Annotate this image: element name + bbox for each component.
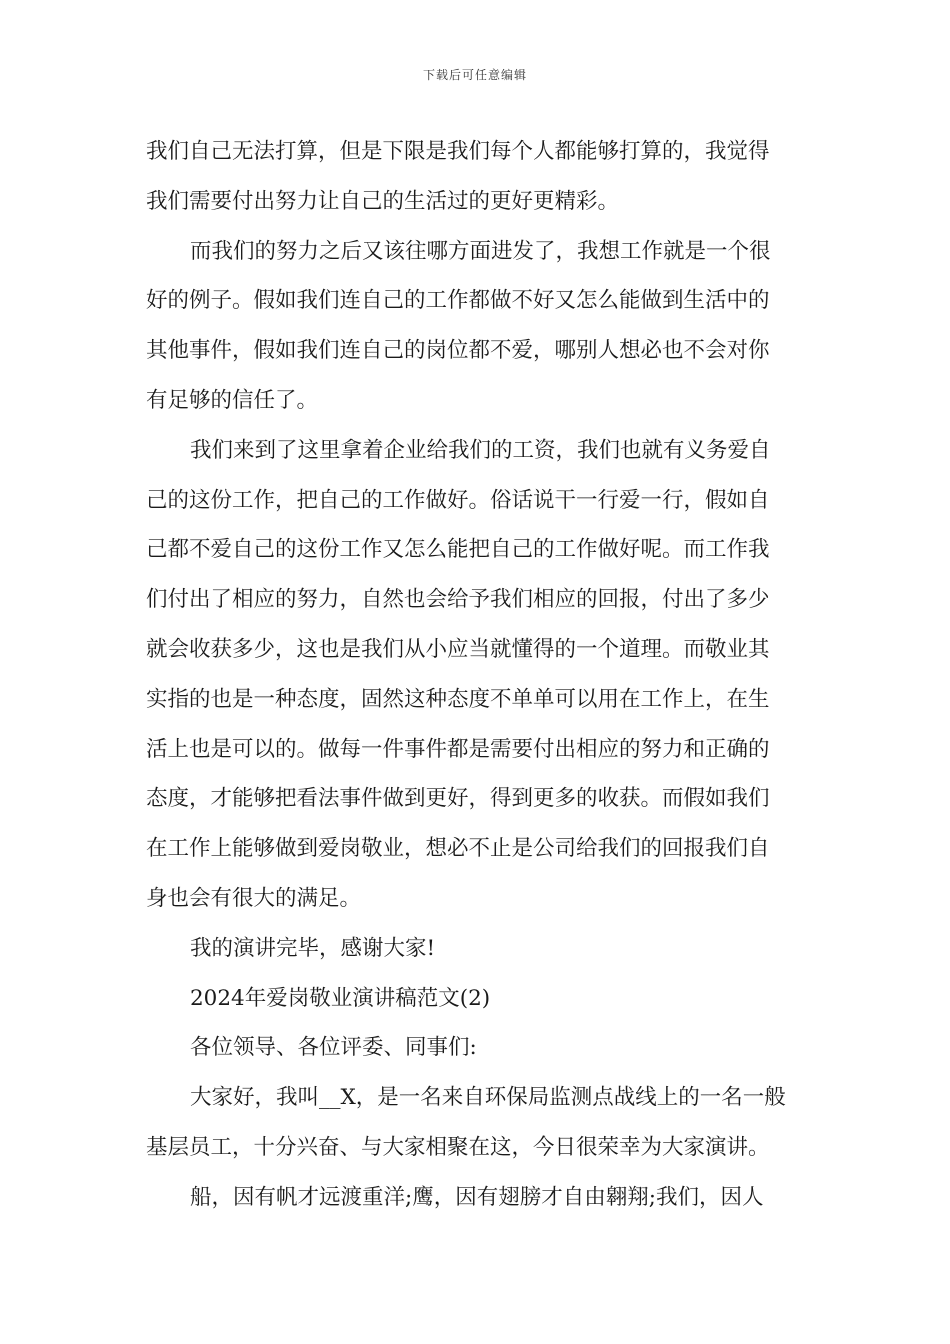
text-line: 我们自己无法打算，但是下限是我们每个人都能够打算的，我觉得 [146,139,770,164]
page-header: 下载后可任意编辑 [422,68,527,82]
text-line: 就会收获多少，这也是我们从小应当就懂得的一个道理。而敬业其 [146,636,770,662]
text-line: 活上也是可以的。做每一件事件都是需要付出相应的努力和正确的 [146,736,770,762]
text-line: 实指的也是一种态度，固然这种态度不单单可以用在工作上，在生 [146,686,770,712]
text-line: 己的这份工作，把自己的工作做好。俗话说干一行爱一行，假如自 [146,487,770,513]
text-line: 我的演讲完毕，感谢大家! [190,935,436,961]
text-line: 态度，才能够把看法事件做到更好，得到更多的收获。而假如我们 [146,786,770,812]
text-line: 各位领导、各位评委、同事们: [190,1035,477,1061]
text-line: 基层员工，十分兴奋、与大家相聚在这，今日很荣幸为大家演讲。 [146,1134,770,1160]
text-line: 己都不爱自己的这份工作又怎么能把自己的工作做好呢。而工作我 [146,537,770,563]
text-line: 我们需要付出努力让自己的生活过的更好更精彩。 [146,188,620,214]
section-title: 2024年爱岗敬业演讲稿范文(2) [190,985,491,1011]
text-line: 船，因有帆才远渡重洋;鹰，因有翅膀才自由翱翔;我们，因人 [190,1184,764,1210]
text-line: 们付出了相应的努力，自然也会给予我们相应的回报，付出了多少 [146,587,770,613]
text-line: 在工作上能够做到爱岗敬业，想必不止是公司给我们的回报我们自 [146,836,770,862]
text-line: 其他事件，假如我们连自己的岗位都不爱，哪别人想必也不会对你 [146,338,770,364]
text-line: 身也会有很大的满足。 [146,885,362,911]
document-body [146,127,810,1223]
text-line: 大家好，我叫__X，是一名来自环保局监测点战线上的一名一般 [190,1085,786,1111]
text-line: 而我们的努力之后又该往哪方面进发了，我想工作就是一个很 [190,238,771,264]
text-line: 有足够的信任了。 [146,387,319,413]
text-line: 我们来到了这里拿着企业给我们的工资，我们也就有义务爱自 [190,437,771,463]
text-line: 好的例子。假如我们连自己的工作都做不好又怎么能做到生活中的 [146,288,770,314]
